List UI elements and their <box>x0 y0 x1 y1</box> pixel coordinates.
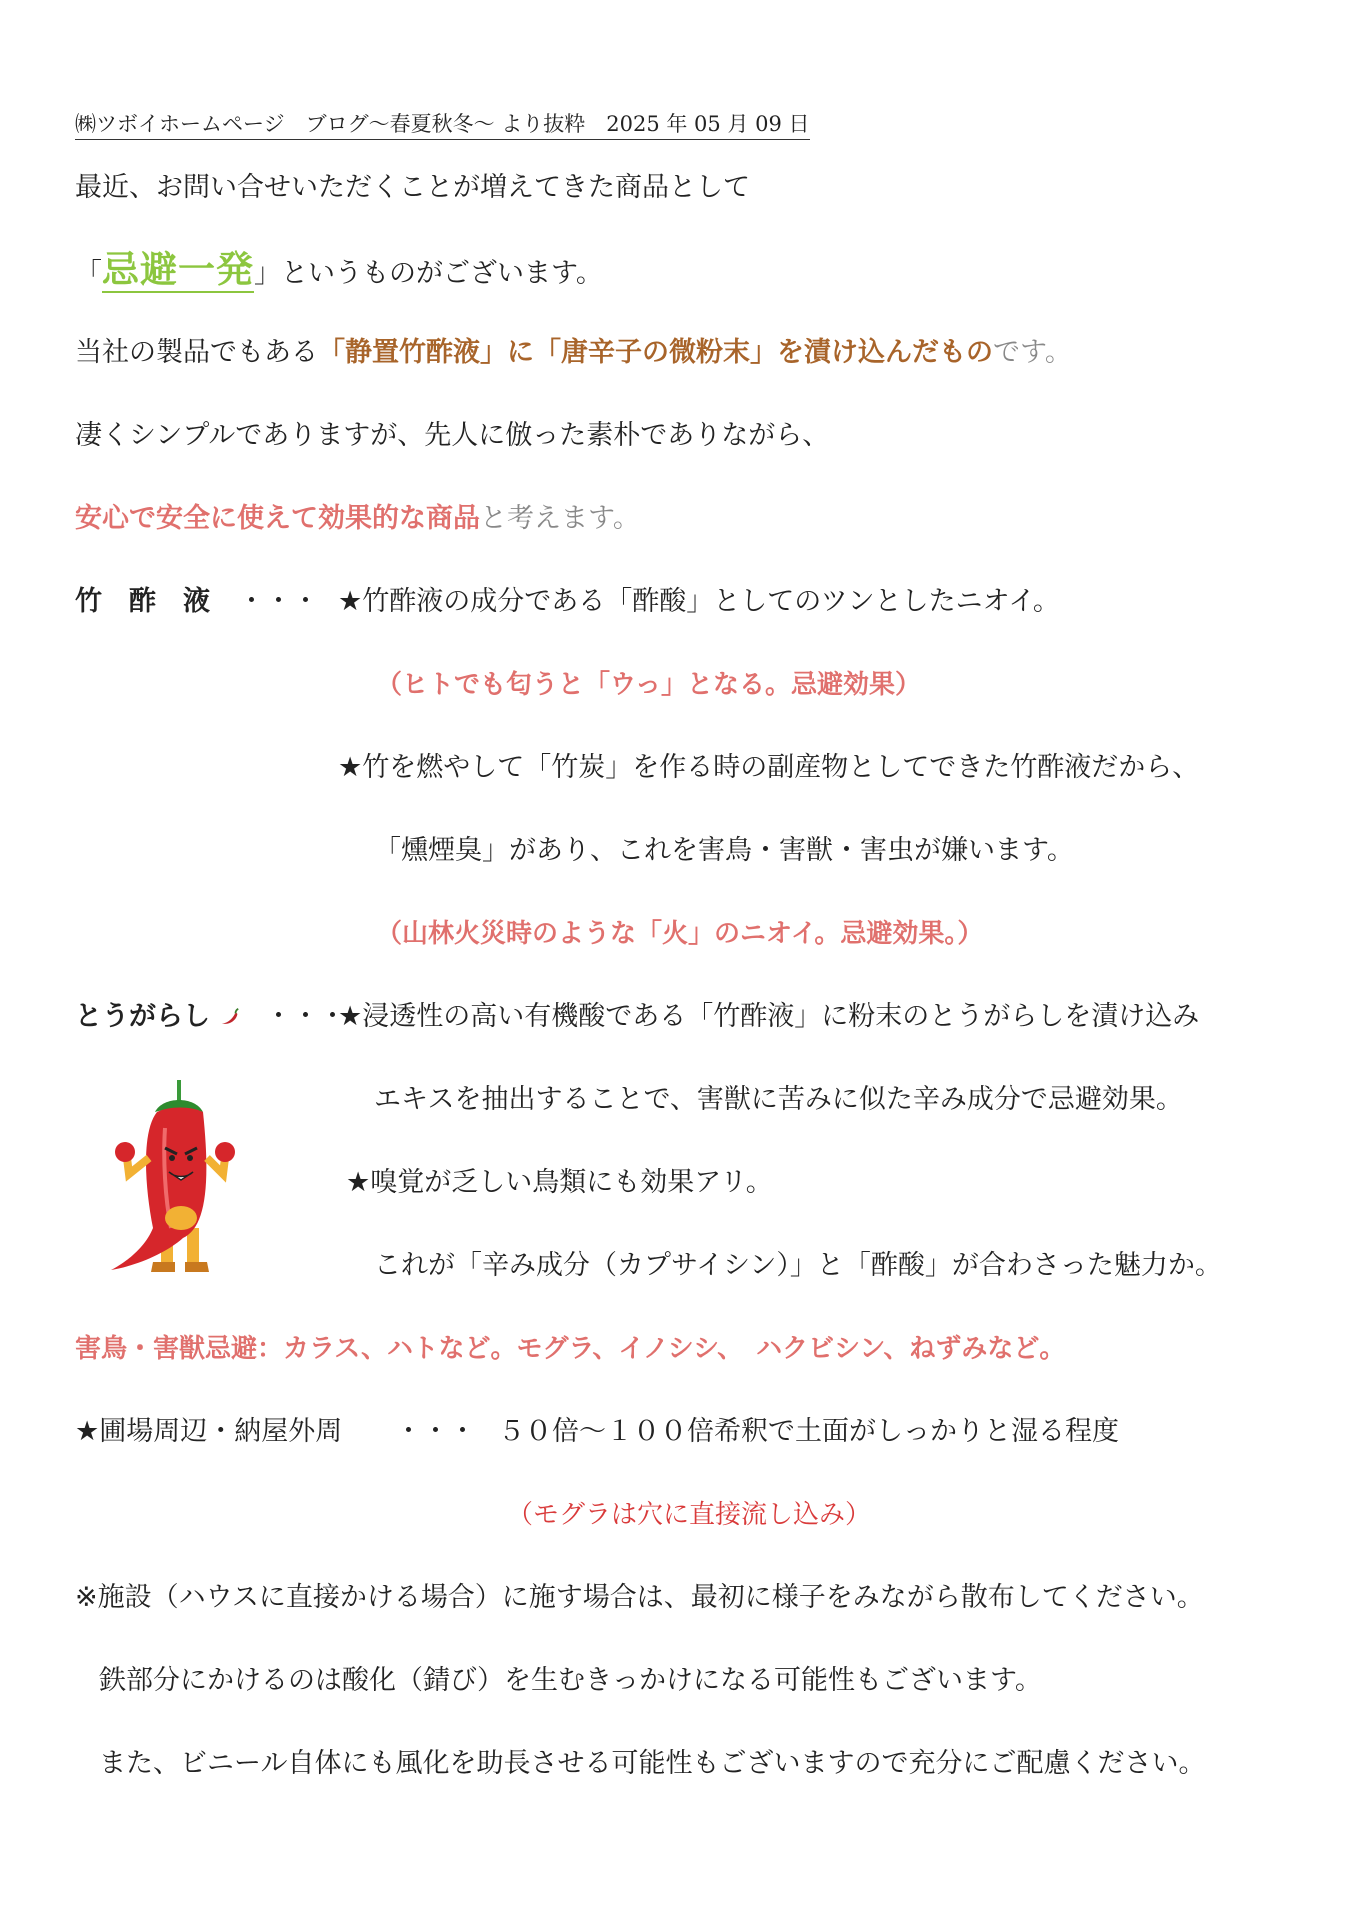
intro-line-2 <box>75 248 603 291</box>
usage-text: ５０倍～１００倍希釈で土面がしっかりと湿る程度 <box>498 1416 1119 1447</box>
intro-line-3 <box>75 336 1072 370</box>
togarashi-point-1b: エキスを抽出することで、害獣に苦みに似た辛み成分で忌避効果。 <box>374 1084 1183 1115</box>
togarashi-point-2: ★嗅覚が乏しい鳥類にも効果アリ。 <box>346 1167 773 1198</box>
chikusakueki-note-1: （ヒトでも匂うと「ウっ」となる。忌避効果） <box>376 670 921 700</box>
intro-line-2-rest: 」というものがございます。 <box>254 258 603 289</box>
intro-line-4: 凄くシンプルでありますが、先人に倣った素朴でありながら、 <box>75 420 830 451</box>
togarashi-dots: ・・・ <box>265 1001 346 1032</box>
intro-line-3-suffix: です。 <box>993 337 1072 368</box>
togarashi-label-text: とうがらし <box>75 1001 210 1032</box>
intro-line-5-highlight: 安心で安全に使えて効果的な商品 <box>75 503 480 534</box>
intro-line-3-highlight: 「静置竹酢液」に「唐辛子の微粉末」を漬け込んだもの <box>318 337 993 368</box>
chili-mascot-illustration <box>105 1078 235 1286</box>
intro-line-3-prefix: 当社の製品でもある <box>75 337 318 368</box>
usage-label: ★圃場周辺・納屋外周 <box>75 1416 343 1447</box>
togarashi-point-1: ★浸透性の高い有機酸である「竹酢液」に粉末のとうがらしを漬け込み <box>338 1001 1200 1032</box>
caution-line-1: ※施設（ハウスに直接かける場合）に施す場合は、最初に様子をみながら散布してください。 <box>75 1582 1204 1613</box>
chikusakueki-dots: ・・・ <box>238 586 319 617</box>
chikusakueki-point-2: ★竹を燃やして「竹炭」を作る時の副産物としてできた竹酢液だから、 <box>338 752 1200 783</box>
targets-line: 害鳥・害獣忌避：カラス、ハトなど。モグラ、イノシシ、 ハクビシン、ねずみなど。 <box>75 1334 1066 1364</box>
header-text: ㈱ツボイホームページ ブログ～春夏秋冬～ より抜粋 2025 年 05 月 09 日 <box>75 112 810 136</box>
chikusakueki-note-2: （山林火災時のような「火」のニオイ。忌避効果。） <box>376 919 984 949</box>
intro-line-1: 最近、お問い合せいただくことが増えてきた商品として <box>75 172 750 203</box>
quote-open: 「 <box>75 258 102 289</box>
togarashi-label <box>75 1000 241 1034</box>
usage-dots: ・・・ <box>395 1416 476 1447</box>
intro-line-5 <box>75 502 640 536</box>
document-header <box>75 110 810 140</box>
togarashi-point-3: これが「辛み成分（カプサイシン）」と「酢酸」が合わさった魅力か。 <box>374 1250 1222 1281</box>
intro-line-5-suffix: と考えます。 <box>480 503 640 534</box>
usage-note: （モグラは穴に直接流し込み） <box>507 1500 872 1530</box>
chikusakueki-point-1: ★竹酢液の成分である「酢酸」としてのツンとしたニオイ。 <box>338 586 1060 617</box>
caution-line-3: また、ビニール自体にも風化を助長させる可能性もございますので充分にご配慮ください。 <box>99 1748 1206 1779</box>
chili-pepper-icon <box>219 1007 241 1029</box>
chikusakueki-point-2b: 「燻煙臭」があり、これを害鳥・害獣・害虫が嫌います。 <box>374 835 1074 866</box>
product-name: 忌避一発 <box>102 248 254 291</box>
caution-line-2: 鉄部分にかけるのは酸化（錆び）を生むきっかけになる可能性もございます。 <box>99 1665 1042 1696</box>
chikusakueki-label: 竹 酢 液 <box>75 586 210 617</box>
